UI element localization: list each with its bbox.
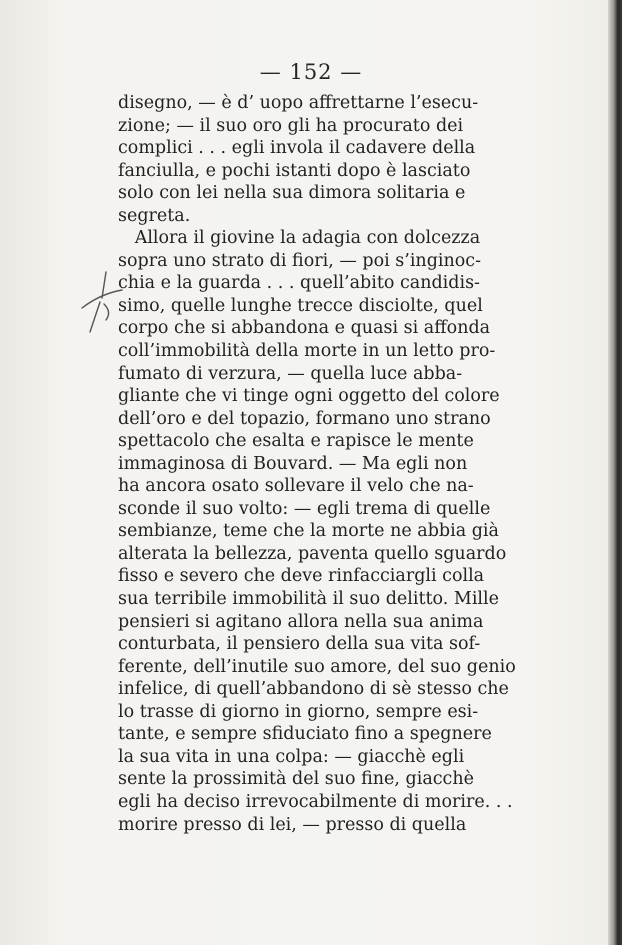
text-line: solo con lei nella sua dimora solitaria e	[118, 183, 466, 204]
text-line: immaginosa di Bouvard. — Ma egli non	[118, 453, 468, 474]
text-line: sconde il suo volto: — egli trema di quelle	[118, 498, 491, 519]
text-line: ha ancora osato sollevare il velo che na-	[118, 476, 474, 497]
text-line: ferente, dell’inutile suo amore, del suo genio	[118, 656, 516, 677]
text-line: la sua vita in una colpa: — giacchè egli	[118, 746, 465, 767]
text-line: conturbata, il pensiero della sua vita sof-	[118, 634, 481, 655]
text-line: simo, quelle lunghe trecce disciolte, quel	[118, 295, 483, 316]
text-line: alterata la bellezza, paventa quello sguardo	[118, 543, 507, 564]
text-line: corpo che si abbandona e quasi si affonda	[118, 318, 491, 339]
text-line: Allora il giovine la adagia con dolcezza	[118, 228, 481, 249]
text-line: disegno, — è d’ uopo affrettarne l’esecu-	[118, 93, 479, 113]
text-line: spettacolo che esalta e rapisce le mente	[118, 431, 474, 452]
text-line: complici . . . egli invola il cadavere della	[118, 138, 476, 159]
text-line: sente la prossimità del suo fine, giacchè	[118, 769, 474, 790]
text-line: dell’oro e del topazio, formano uno strano	[118, 408, 491, 429]
text-line: sopra uno strato di fiori, — poi s’inginoc-	[118, 250, 482, 271]
text-line: chia e la guarda . . . quell’abito candidis-	[118, 273, 480, 294]
text-line: gliante che vi tinge ogni oggetto del colore	[118, 386, 500, 407]
text-line: lo trasse di giorno in giorno, sempre esi-	[118, 701, 479, 722]
text-line: sua terribile immobilità il suo delitto. Mille	[118, 589, 499, 610]
text-line: egli ha deciso irrevocabilmente di morire. . .	[118, 791, 513, 812]
text-line: fumato di verzura, — quella luce abba-	[118, 363, 463, 384]
book-spine-edge	[608, 0, 622, 945]
text-line: morire presso di lei, — presso di quella	[118, 814, 467, 835]
text-line: infelice, di quell’abbandono di sè stesso che	[118, 679, 509, 700]
text-line: fanciulla, e pochi istanti dopo è lasciato	[118, 160, 471, 181]
text-line: tante, e sempre sfiduciato fino a spegnere	[118, 724, 492, 745]
text-line: zione; — il suo oro gli ha procurato dei	[118, 115, 464, 136]
text-line: coll’immobilità della morte in un letto pro-	[118, 341, 496, 362]
text-line: sembianze, teme che la morte ne abbia già	[118, 521, 499, 542]
text-line: pensieri si agitano allora nella sua anima	[118, 611, 484, 632]
text-line: fisso e severo che deve rinfacciargli colla	[118, 566, 485, 587]
body-text	[118, 92, 568, 836]
page-number: — 152 —	[259, 60, 363, 84]
text-line: segreta.	[118, 205, 191, 226]
